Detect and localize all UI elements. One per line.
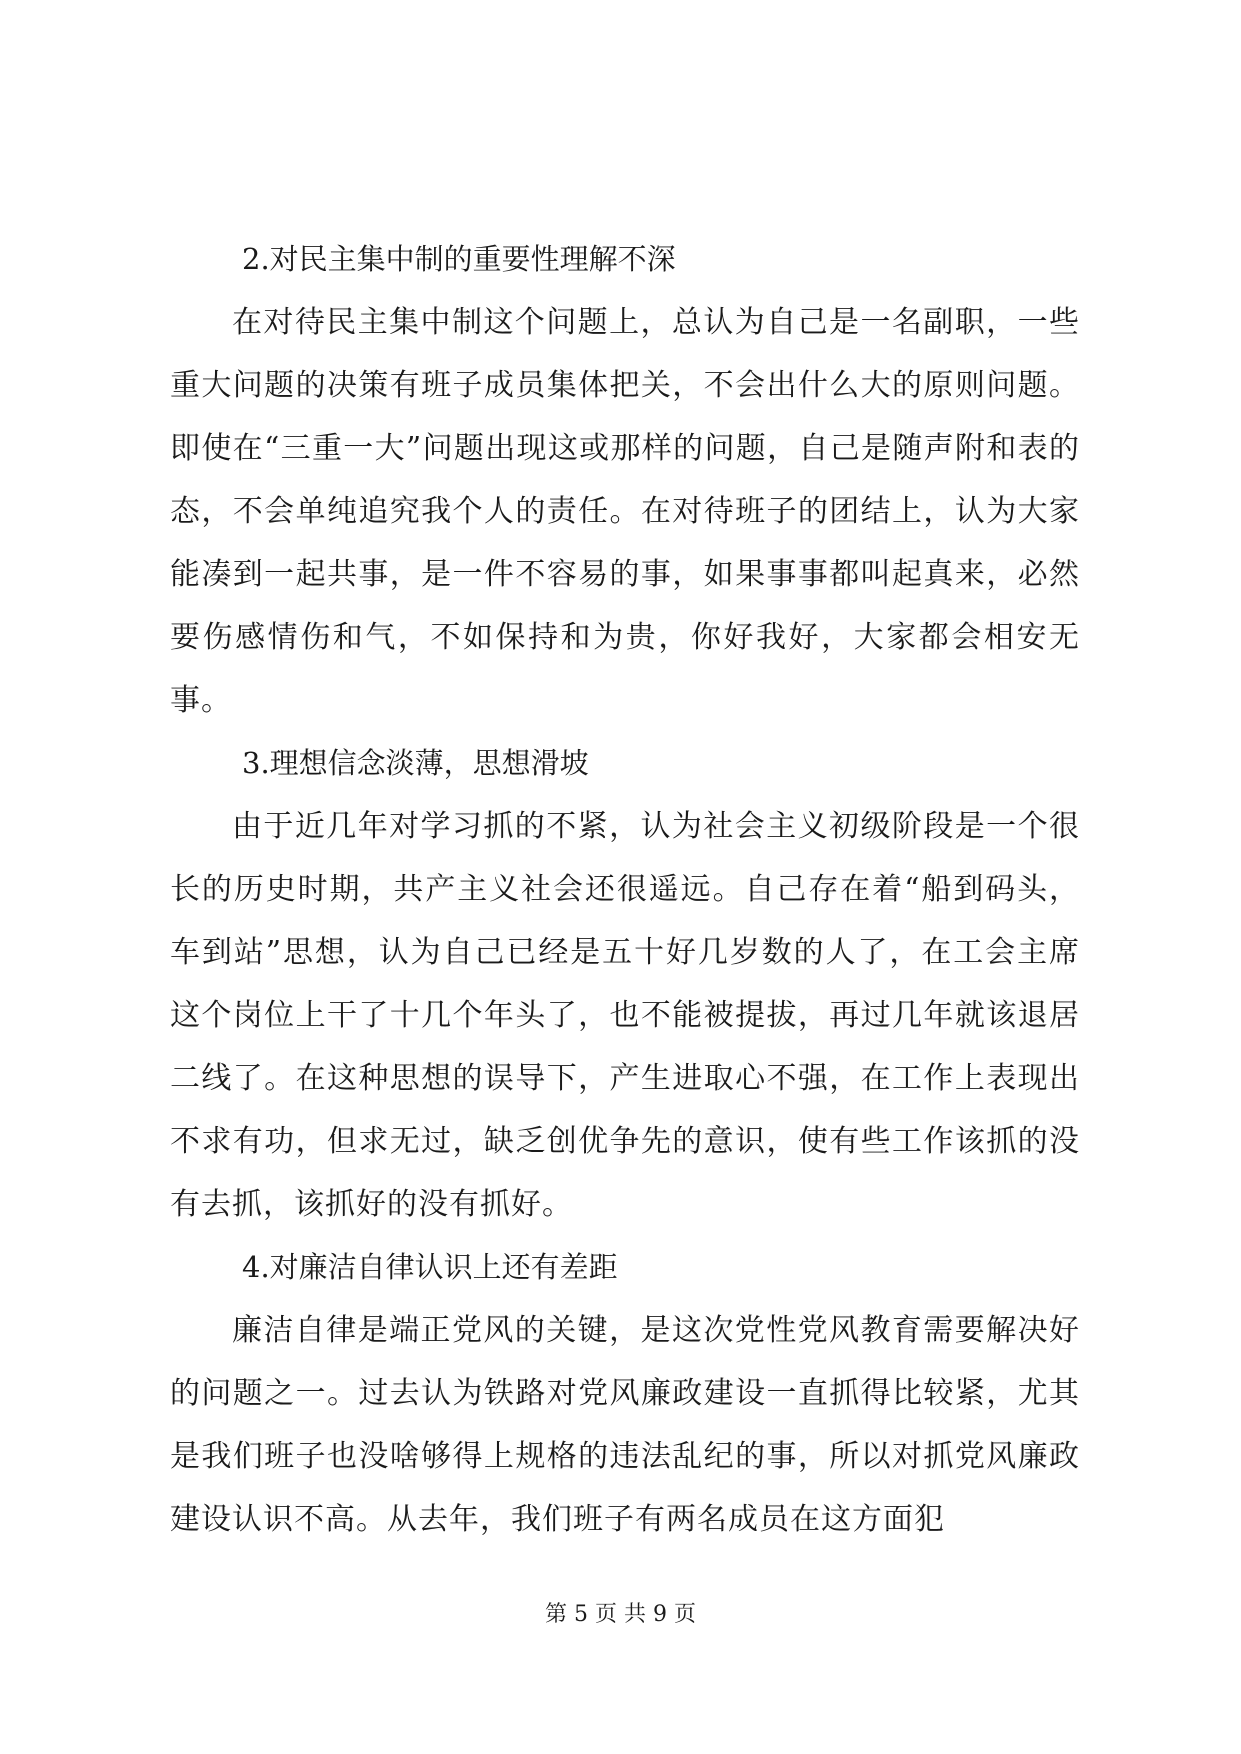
section-heading-4: 4.对廉洁自律认识上还有差距 — [242, 1250, 618, 1284]
section-paragraph-4: 廉洁自律是端正党风的关键，是这次党性党风教育需要解决好的问题之一。过去认为铁路对党风廉政建设一直抓得比较紧，尤其是我们班子也没啥够得上规格的违法乱纪的事，所以对抓党风廉政建设认识不高。从去年，我们班子有两名成员在这方面犯 — [170, 1313, 1080, 1537]
section-paragraph-3: 由于近几年对学习抓的不紧，认为社会主义初级阶段是一个很长的历史时期，共产主义社会还很遥远。自己存在着“船到码头，车到站”思想，认为自己已经是五十好几岁数的人了，在工会主席这个岗位上干了十几个年头了，也不能被提拔，再过几年就该退居二线了。在这种思想的误导下，产生进取心不强，在工作上表现出不求有功，但求无过，缺乏创优争先的意识，使有些工作该抓的没有去抓，该抓好的没有抓好。 — [170, 809, 1080, 1222]
page-number-footer: 第 5 页 共 9 页 — [545, 1602, 696, 1627]
section-paragraph-2: 在对待民主集中制这个问题上，总认为自己是一名副职，一些重大问题的决策有班子成员集体把关，不会出什么大的原则问题。即使在“三重一大”问题出现这或那样的问题，自己是随声附和表的态，不会单纯追究我个人的责任。在对待班子的团结上，认为大家能凑到一起共事，是一件不容易的事，如果事事都叫起真来，必然要伤感情伤和气，不如保持和为贵，你好我好，大家都会相安无事。 — [170, 305, 1080, 718]
section-heading-3: 3.理想信念淡薄，思想滑坡 — [242, 746, 589, 780]
section-heading-2: 2.对民主集中制的重要性理解不深 — [242, 242, 676, 276]
document-body — [170, 228, 1080, 1551]
